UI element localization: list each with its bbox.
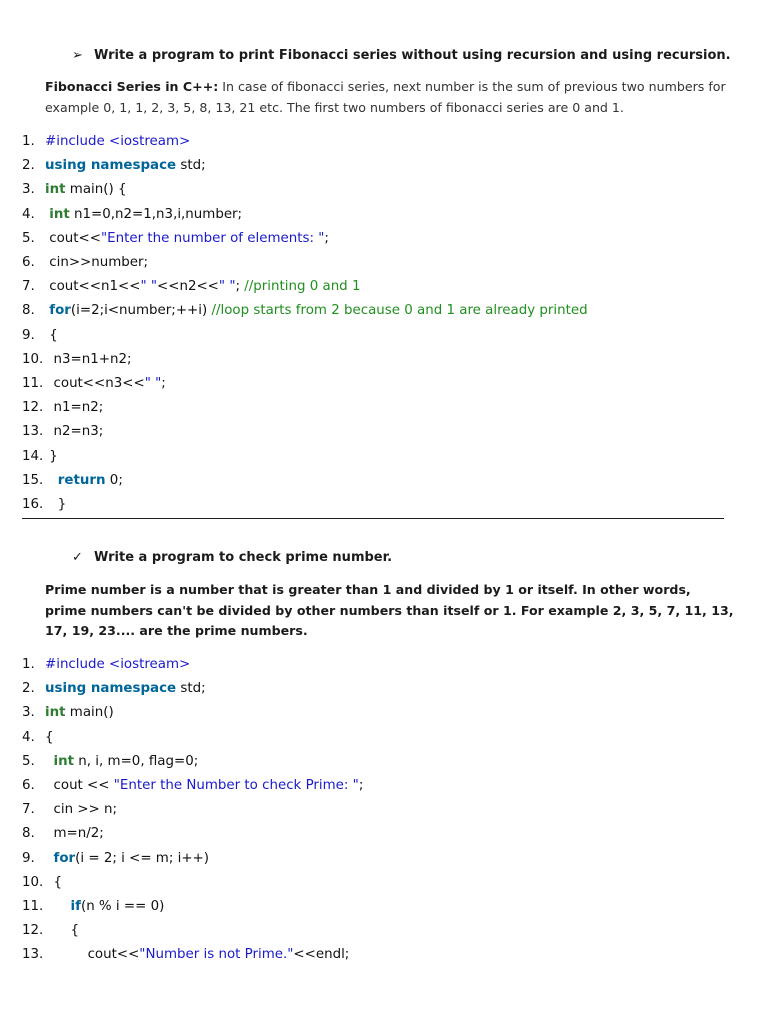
line-number: 13. [22, 947, 44, 963]
code-token [45, 754, 54, 769]
section1-intro-bold: Fibonacci Series in C++: [45, 79, 219, 94]
code-token: cout << [45, 778, 114, 793]
type-token: int [53, 753, 75, 769]
section2-intro: Prime number is a number that is greater than 1 and divided by 1 or itself. In other words, prime numbers can't be divided by other numbers than itself or 1. For example 2, 3, 5, 7, 11, 13, 17, 19, 23.... are the prime numbers. [45, 582, 734, 638]
code-token: { [45, 923, 80, 939]
code-token: <<n2<< [157, 279, 219, 295]
code-text [45, 919, 79, 943]
code-token: cin >> n; [45, 802, 118, 818]
line-number: 8. [22, 826, 35, 842]
code-token: ; [235, 279, 245, 295]
code-token [45, 899, 71, 914]
line-number: 8. [22, 303, 35, 319]
line-number: 12. [22, 923, 44, 939]
code-token: cout<< [45, 230, 101, 246]
section1-intro [45, 77, 735, 118]
line-number: 16. [22, 497, 44, 512]
code-text [45, 895, 164, 919]
code-text [45, 445, 58, 469]
line-number: 1. [22, 657, 35, 672]
type-token: int [49, 206, 70, 222]
code-text [45, 324, 58, 348]
section-divider [22, 518, 724, 519]
preprocessor-token: #include <iostream> [45, 134, 191, 149]
code-text [45, 227, 329, 251]
code-token: { [45, 874, 63, 890]
line-number: 6. [22, 778, 35, 793]
code-text [45, 871, 62, 895]
code-token: main() [65, 705, 114, 721]
code-token: <<endl; [293, 947, 350, 963]
code-text [45, 178, 126, 202]
string-token: " " [144, 376, 162, 391]
comment-token: //loop starts from 2 because 0 and 1 are already printed [211, 303, 588, 319]
code-text [45, 677, 206, 701]
code-token: cout<<n3<< [45, 376, 145, 391]
code-token: (i = 2; i <= m; i++) [75, 850, 209, 866]
code-token: } [45, 448, 58, 464]
code-token: std; [176, 681, 206, 697]
code-text [45, 275, 360, 299]
code-text [45, 750, 198, 774]
section1-heading [72, 48, 731, 63]
line-number: 4. [22, 729, 35, 745]
code-token: 0; [105, 472, 123, 488]
code-token: m=n/2; [45, 826, 104, 842]
code-text [45, 348, 131, 372]
string-token: " " [218, 279, 236, 295]
code-text [45, 203, 242, 227]
code-text [45, 299, 588, 323]
comment-token: //printing 0 and 1 [244, 279, 361, 295]
code-text [45, 251, 148, 275]
type-token: int [45, 182, 66, 198]
code-text [45, 420, 103, 444]
code-text [45, 701, 114, 725]
string-token: " " [140, 279, 158, 295]
code-token: main() { [65, 182, 127, 198]
code-text [45, 822, 104, 846]
line-number: 15. [22, 472, 44, 488]
line-number: 10. [22, 351, 44, 367]
code-text [45, 493, 66, 517]
code-token: (i=2;i<number;++i) [70, 303, 212, 319]
section1-heading-text: Write a program to print Fibonacci series without using recursion and using recursion. [94, 48, 731, 63]
line-number: 5. [22, 753, 35, 769]
code-token: n1=n2; [45, 400, 104, 416]
keyword-token: for [49, 303, 71, 319]
line-number: 3. [22, 705, 35, 721]
code-text [45, 774, 363, 798]
section2-heading-text: Write a program to check prime number. [94, 550, 393, 565]
keyword-token: return [57, 472, 106, 488]
checkmark-bullet-icon: ✓ [72, 550, 83, 565]
line-number: 2. [22, 158, 35, 174]
code-token: } [45, 497, 67, 512]
line-number: 12. [22, 400, 44, 416]
code-text [45, 653, 190, 677]
code-token: cout<< [45, 947, 140, 963]
string-token: "Number is not Prime." [139, 947, 294, 963]
code-token: cout<<n1<< [45, 279, 141, 295]
keyword-token: if [70, 899, 81, 914]
line-number: 14. [22, 448, 44, 464]
code-text [45, 154, 206, 178]
line-number: 9. [22, 327, 35, 343]
code-token: n, i, m=0, flag=0; [74, 753, 199, 769]
code-text [45, 847, 209, 871]
line-number: 11. [22, 899, 44, 914]
line-number: 6. [22, 255, 35, 270]
code-text [45, 396, 103, 420]
code-token: cin>>number; [45, 255, 149, 270]
code-text [45, 130, 190, 154]
code-token [45, 473, 58, 488]
section2-heading [72, 550, 392, 565]
code-token: ; [161, 376, 166, 391]
code-text [45, 798, 117, 822]
line-number: 9. [22, 850, 35, 866]
section1-intro-text: In case of fibonacci series, next number is the sum of previous two numbers for example 0, 1, 1, 2, 3, 5, 8, 13, 21 etc. The first two numbers of fibonacci series are 0 and 1. [45, 79, 726, 115]
code-token: { [45, 729, 54, 745]
code-text [45, 726, 54, 750]
code-token: (n % i == 0) [80, 899, 165, 914]
code-token: ; [358, 778, 364, 793]
line-number: 10. [22, 874, 44, 890]
line-number: 7. [22, 802, 35, 818]
string-token: "Enter the number of elements: " [101, 230, 325, 246]
keyword-token: using namespace [45, 158, 177, 174]
line-number: 3. [22, 182, 35, 198]
code-token: n3=n1+n2; [45, 351, 132, 367]
line-number: 2. [22, 681, 35, 697]
line-number: 1. [22, 134, 35, 149]
line-number: 7. [22, 279, 35, 295]
line-number: 11. [22, 376, 44, 391]
keyword-token: for [53, 850, 76, 866]
line-number: 5. [22, 230, 35, 246]
type-token: int [45, 705, 66, 721]
line-number: 4. [22, 206, 35, 222]
code-token: n1=0,n2=1,n3,i,number; [69, 206, 243, 222]
code-text [45, 469, 123, 493]
preprocessor-token: #include <iostream> [45, 657, 191, 672]
string-token: "Enter the Number to check Prime: " [113, 778, 359, 793]
arrow-bullet-icon: ➢ [72, 48, 83, 63]
line-number: 13. [22, 424, 44, 440]
code-text [45, 372, 166, 396]
code-token: ; [324, 230, 329, 246]
code-token: n2=n3; [45, 424, 104, 440]
code-token: std; [176, 158, 206, 174]
code-token: { [45, 327, 58, 343]
code-text [45, 943, 349, 967]
keyword-token: using namespace [45, 681, 177, 697]
code-token [45, 851, 54, 866]
